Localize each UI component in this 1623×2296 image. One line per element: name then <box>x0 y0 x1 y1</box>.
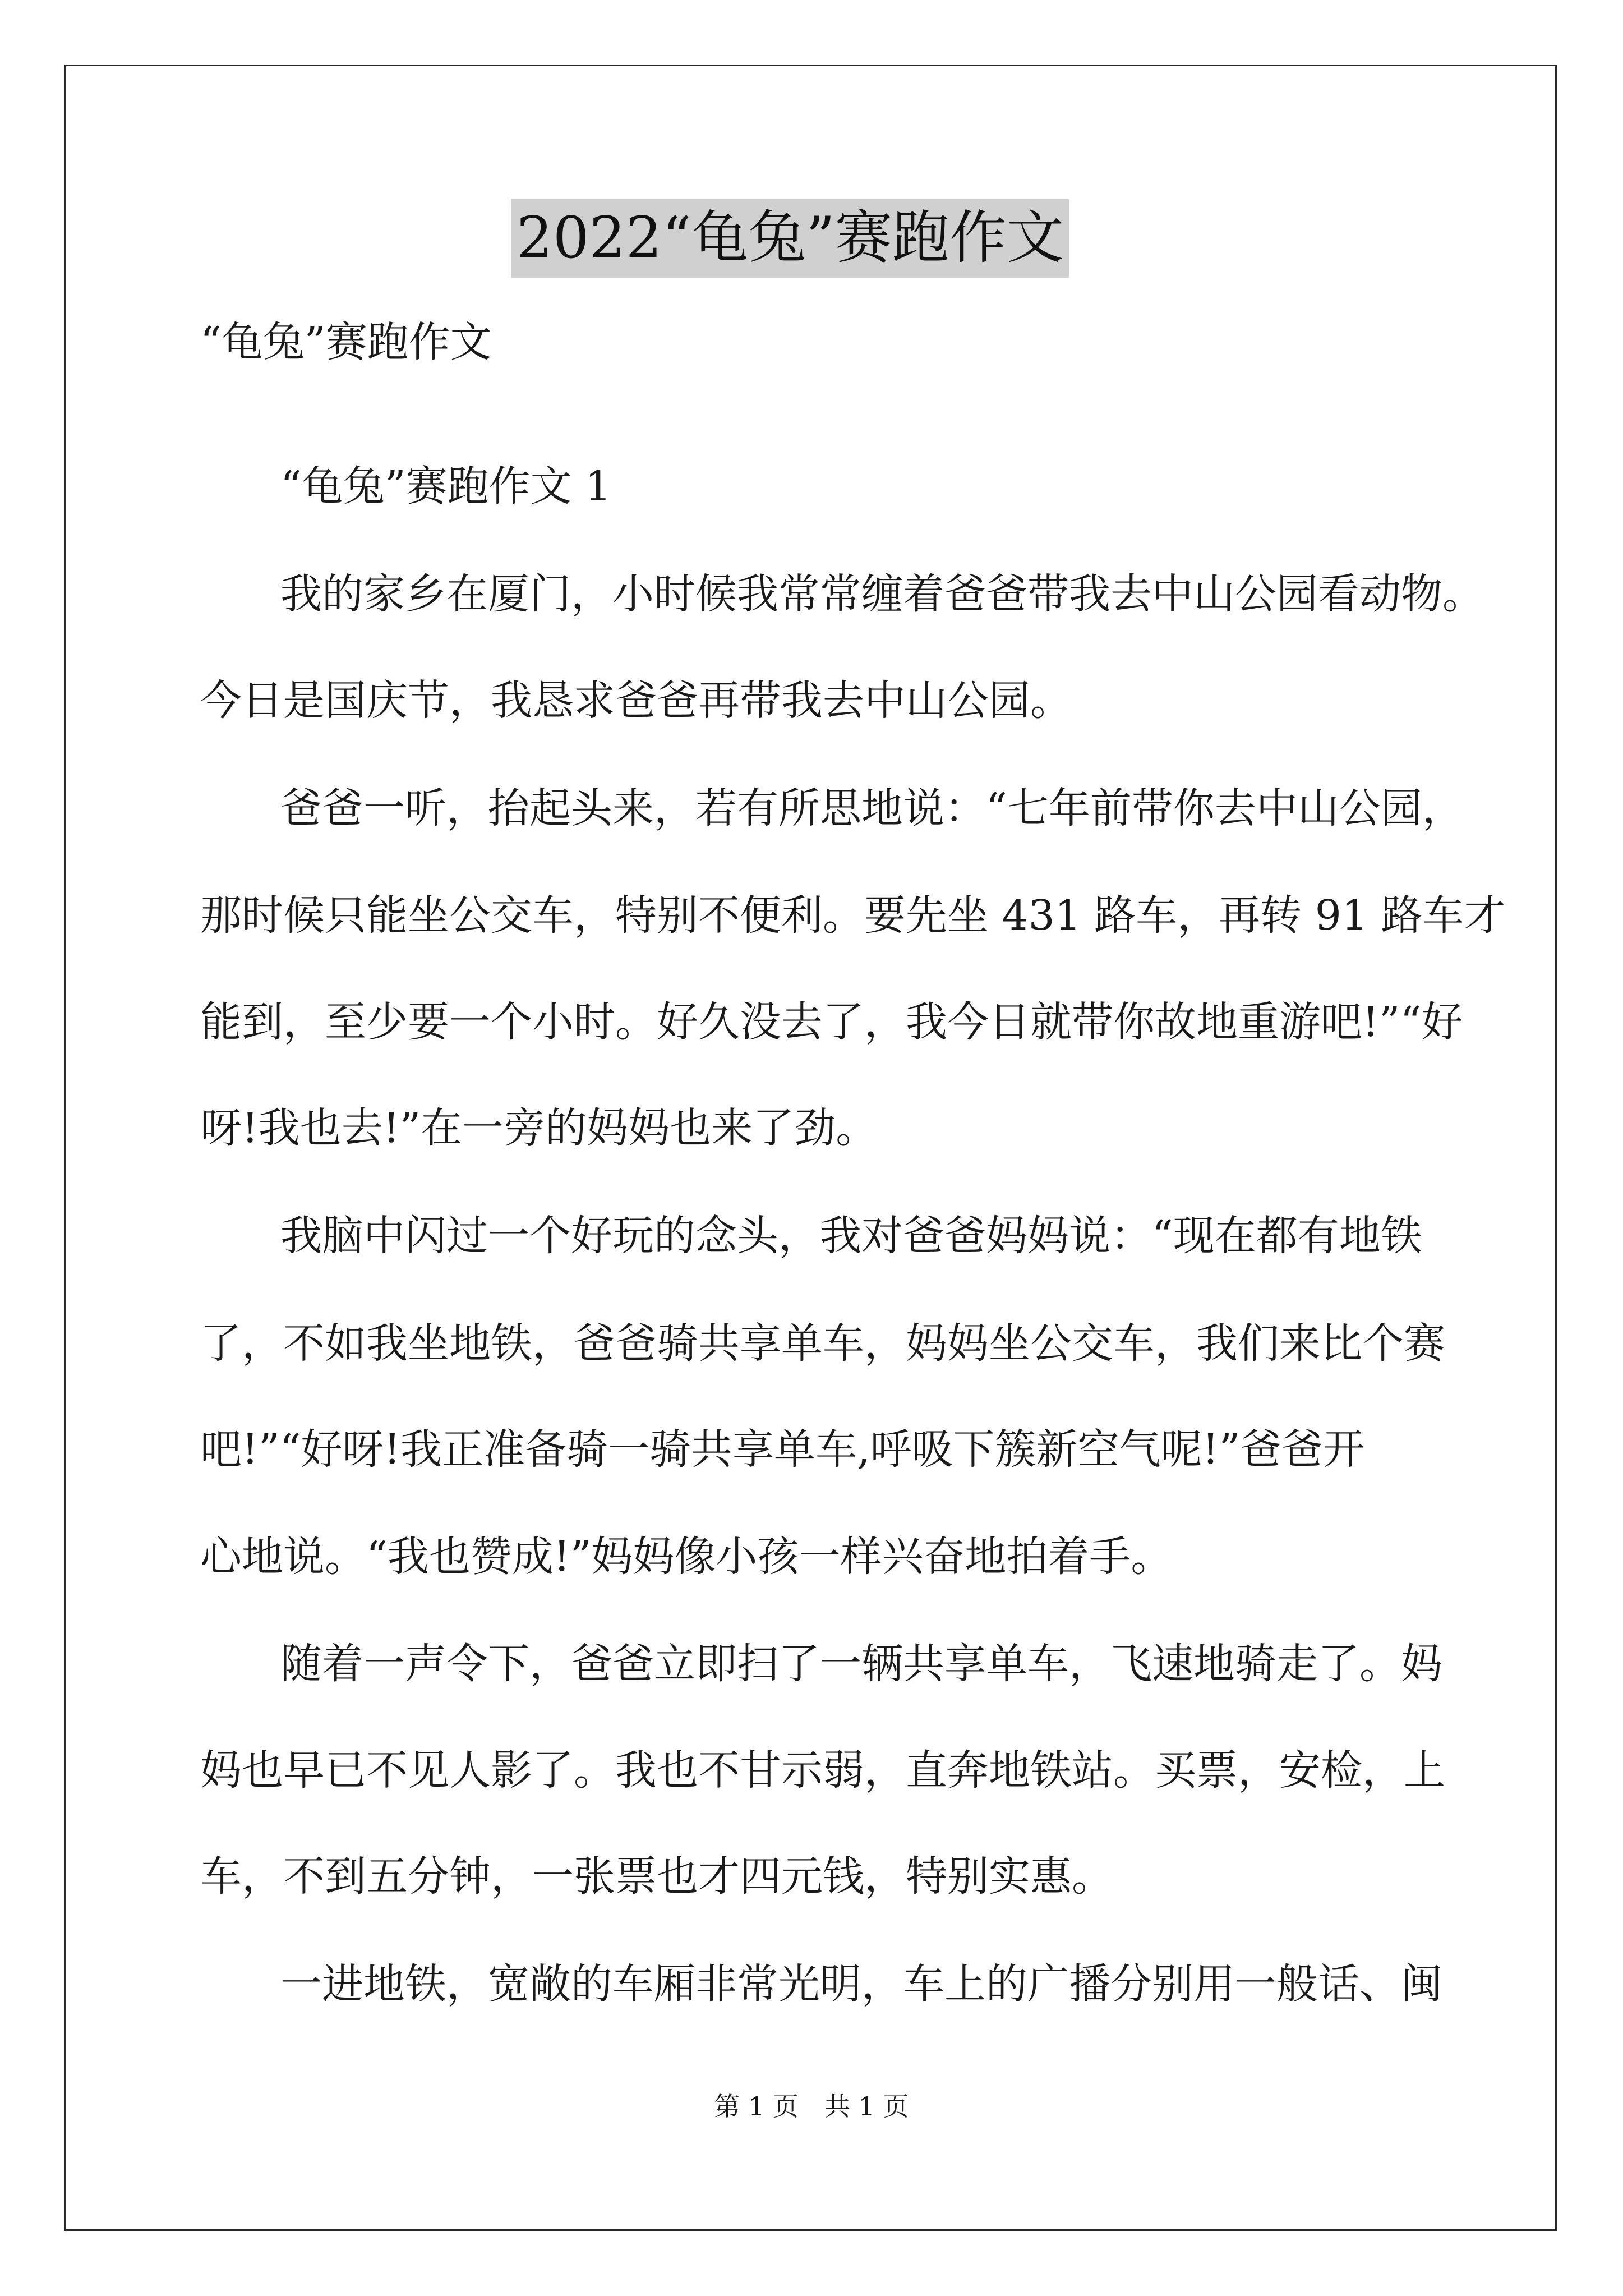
paragraph-line: 我的家乡在厦门，小时候我常常缠着爸爸带我去中山公园看动物。 <box>280 570 1484 618</box>
paragraph-line: 吧!”“好呀!我正准备骑一骑共享单车,呼吸下簇新空气呢!”爸爸开 <box>200 1425 1365 1474</box>
paragraph-line: 那时候只能坐公交车，特别不便利。要先坐 431 路车，再转 91 路车才 <box>200 891 1506 940</box>
section-heading: “龟兔”赛跑作文 1 <box>280 462 612 510</box>
document-title: 2022“龟兔”赛跑作文 <box>511 199 1069 278</box>
paragraph-line: 车，不到五分钟，一张票也才四元钱，特别实惠。 <box>200 1852 1113 1901</box>
paragraph-line: 妈也早已不见人影了。我也不甘示弱，直奔地铁站。买票，安检，上 <box>200 1746 1445 1795</box>
document-subtitle: “龟兔”赛跑作文 <box>200 318 492 366</box>
paragraph-line: 爸爸一听，抬起头来，若有所思地说：“七年前带你去中山公园， <box>280 784 1464 832</box>
paragraph-line: 随着一声令下，爸爸立即扫了一辆共享单车，飞速地骑走了。妈 <box>280 1640 1442 1688</box>
paragraph-line: 今日是国庆节，我恳求爸爸再带我去中山公园。 <box>200 677 1072 725</box>
paragraph-line: 了，不如我坐地铁，爸爸骑共享单车，妈妈坐公交车，我们来比个赛 <box>200 1319 1445 1368</box>
page-number-footer: 第 1 页 共 1 页 <box>714 2091 909 2122</box>
paragraph-line: 我脑中闪过一个好玩的念头，我对爸爸妈妈说：“现在都有地铁 <box>280 1212 1422 1260</box>
paragraph-line: 一进地铁，宽敞的车厢非常光明，车上的广播分别用一般话、闽 <box>280 1960 1442 2008</box>
paragraph-line: 能到，至少要一个小时。好久没去了，我今日就带你故地重游吧!”“好 <box>200 998 1463 1046</box>
paragraph-line: 呀!我也去!”在一旁的妈妈也来了劲。 <box>200 1104 878 1152</box>
paragraph-line: 心地说。“我也赞成!”妈妈像小孩一样兴奋地拍着手。 <box>200 1533 1173 1581</box>
